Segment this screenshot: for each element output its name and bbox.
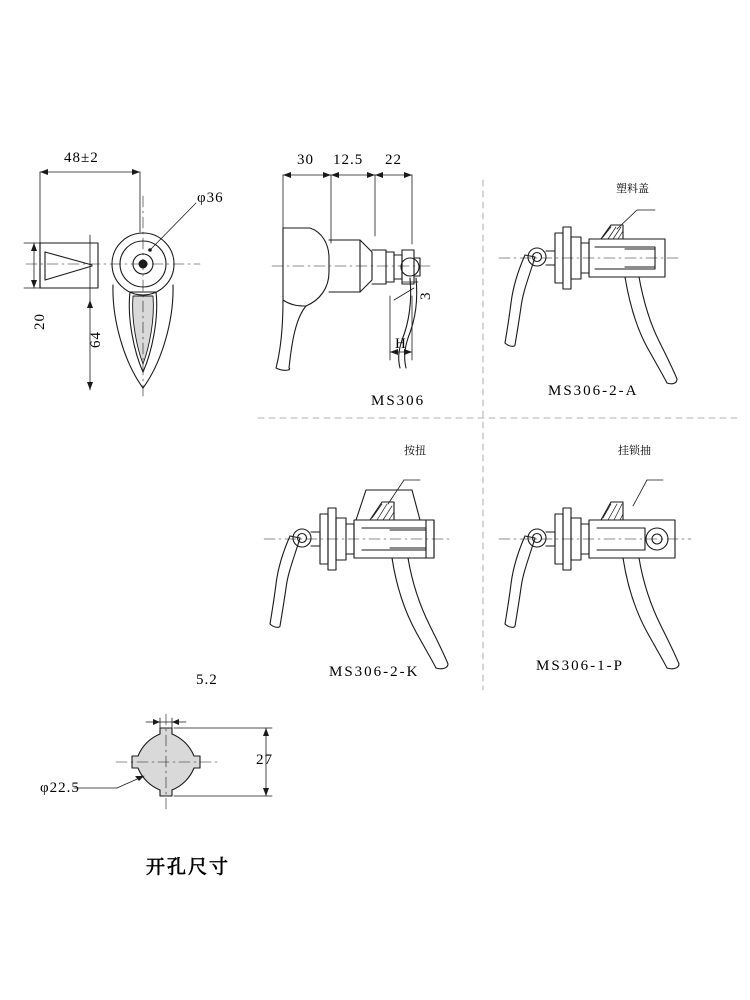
- dim-cutout-5-2: 5.2: [196, 672, 218, 688]
- dim-3: 3: [418, 291, 434, 300]
- callout-padlock: 挂锁抽: [618, 444, 651, 457]
- view-name-ms306-2-k: MS306-2-K: [329, 664, 420, 680]
- cutout-title: 开孔尺寸: [146, 856, 231, 878]
- dim-H: H: [395, 336, 407, 352]
- dim-height-64: 64: [88, 331, 104, 348]
- dim-cutout-27: 27: [256, 752, 273, 768]
- callout-push-button: 按扭: [404, 444, 426, 457]
- callout-plastic-cap: 塑料盖: [616, 182, 649, 195]
- dim-height-20: 20: [32, 313, 48, 330]
- dim-22: 22: [385, 152, 402, 168]
- dim-cutout-dia-22-5: φ22.5: [40, 780, 80, 796]
- view-name-ms306-1-p: MS306-1-P: [536, 658, 625, 674]
- dim-width-48: 48±2: [64, 150, 99, 166]
- dim-dia-36: φ36: [197, 190, 224, 206]
- dim-12-5: 12.5: [333, 152, 364, 168]
- dim-30: 30: [297, 152, 314, 168]
- view-name-ms306-2-a: MS306-2-A: [548, 383, 639, 399]
- view-name-ms306: MS306: [371, 393, 426, 409]
